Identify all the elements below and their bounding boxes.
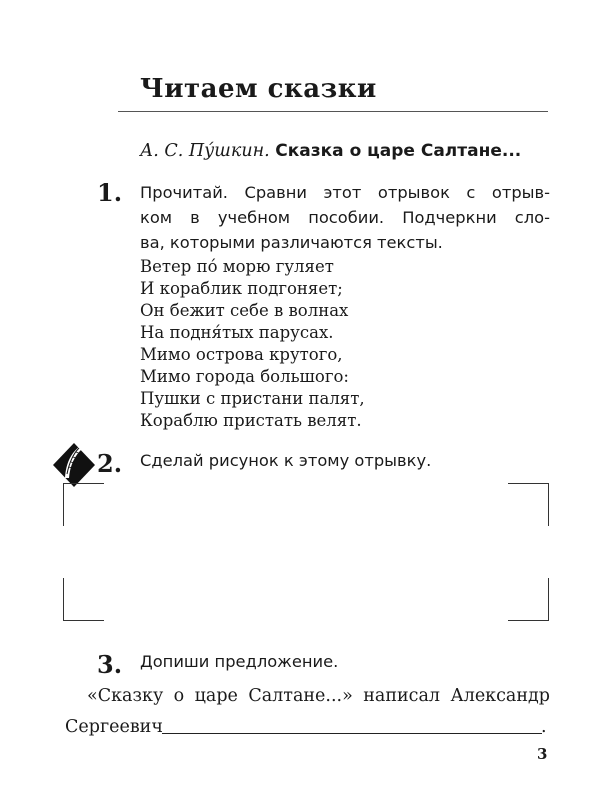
task-1-line: ком в учебном пособии. Подчеркни сло- <box>140 208 550 227</box>
page-title: Читаем сказки <box>140 74 377 104</box>
task-2-instructions: Сделай рисунок к этому отрывку. <box>140 451 432 470</box>
corner-mark <box>508 578 549 621</box>
corner-mark <box>63 483 104 526</box>
sentence-end: . <box>541 717 547 737</box>
answer-input-line[interactable] <box>162 733 542 734</box>
poem-line: На подня́тых парусах. <box>140 323 334 342</box>
sentence-line-2: Сергеевич <box>65 717 163 737</box>
poem-line: Мимо города большого: <box>140 367 349 386</box>
task-1-instructions <box>140 180 550 255</box>
drawing-area[interactable] <box>63 483 549 621</box>
poem-line: Кораблю пристать велят. <box>140 411 362 430</box>
sentence-line-1: «Сказку о царе Салтане...» написал Александр <box>87 686 550 706</box>
poem-line: Ветер по́ морю гуляет <box>140 257 334 276</box>
poem-excerpt <box>140 256 365 432</box>
page-number: 3 <box>537 745 548 763</box>
corner-mark <box>63 578 104 621</box>
task-3-instructions: Допиши предложение. <box>140 652 339 671</box>
task-2-number: 2. <box>97 449 123 478</box>
poem-line: Пушки с пристани палят, <box>140 389 365 408</box>
task-1-number: 1. <box>97 178 123 207</box>
poem-line: Он бежит себе в волнах <box>140 301 349 320</box>
corner-mark <box>508 483 549 526</box>
poem-line: Мимо острова крутого, <box>140 345 343 364</box>
task-1-line: Прочитай. Сравни этот отрывок с отрыв- <box>140 183 550 202</box>
work-title: Сказка о царе Салтане... <box>275 141 522 161</box>
source-line <box>140 141 521 161</box>
task-3-number: 3. <box>97 650 123 679</box>
task-1-line: ва, которыми различаются тексты. <box>140 233 443 252</box>
author-name: А. С. Пу́шкин. <box>140 141 270 161</box>
poem-line: И кораблик подгоняет; <box>140 279 343 298</box>
title-divider <box>118 111 548 112</box>
